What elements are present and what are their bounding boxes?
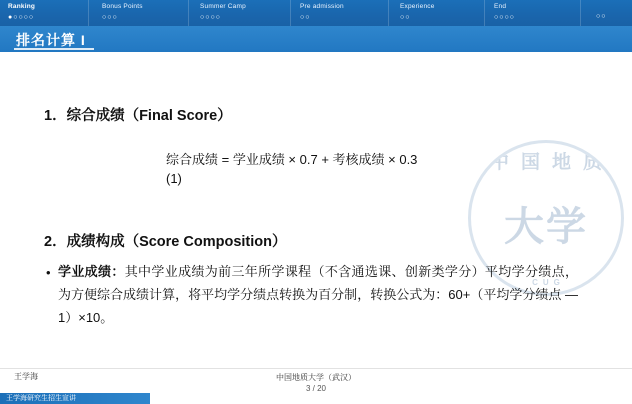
watermark-top-text: 中国地质 <box>489 152 614 173</box>
slide-footer <box>0 368 632 404</box>
nav-divider <box>388 0 389 26</box>
nav-segment-dots: ○○○○ <box>200 14 221 21</box>
nav-segment-dots: ○○ <box>596 13 607 20</box>
nav-divider <box>580 0 581 26</box>
nav-segment-label: Ranking <box>8 3 36 10</box>
nav-segment-bonus-points[interactable] <box>102 2 143 22</box>
nav-segment-dots: ○○○ <box>102 14 118 21</box>
bullet-dot-icon: • <box>46 265 51 280</box>
bullet-body-text: 其中学业成绩为前三年所学课程（不含通选课、创新类学分）平均学分绩点，为方便综合成绩计算，将平均学分绩点转换为百分制，转换公式为：60+（平均学分绩点 —1）×10。 <box>58 264 578 325</box>
page-title: 排名计算 I <box>16 32 86 48</box>
nav-segment-trailing[interactable] <box>596 10 606 21</box>
nav-segment-dots: ○○○○ <box>494 14 515 21</box>
nav-segment-experience[interactable] <box>400 2 435 22</box>
footer-organization: 中国地质大学（武汉） <box>276 373 356 382</box>
title-underline <box>14 48 94 50</box>
nav-segment-pre-admission[interactable] <box>300 2 344 22</box>
nav-segment-dots: ●○○○○ <box>8 14 35 21</box>
nav-segment-label: Pre admission <box>300 3 344 10</box>
page-number: 3 / 20 <box>305 384 326 393</box>
nav-segment-label: Bonus Points <box>102 3 143 10</box>
nav-divider <box>188 0 189 26</box>
formula-number: (1) <box>166 171 182 186</box>
final-score-formula <box>166 150 417 188</box>
nav-segment-dots: ○○ <box>300 14 311 21</box>
nav-divider <box>484 0 485 26</box>
slide-progress-navbar <box>0 0 632 26</box>
watermark-bottom-text: CUG <box>532 278 565 287</box>
watermark-middle-text: 大学 <box>504 205 588 249</box>
nav-segment-summer-camp[interactable] <box>200 2 246 22</box>
footer-author: 王学海 <box>14 372 38 381</box>
nav-segment-ranking[interactable] <box>8 2 35 22</box>
slide-title-band <box>0 26 632 52</box>
nav-divider <box>290 0 291 26</box>
bullet-lead-label: 学业成绩： <box>58 264 125 279</box>
heading-score-composition: 2．成绩构成（Score Composition） <box>44 234 287 250</box>
bullet-academic-score <box>46 260 578 329</box>
nav-segment-label: End <box>494 3 507 10</box>
nav-segment-label: Summer Camp <box>200 3 246 10</box>
nav-divider <box>88 0 89 26</box>
nav-segment-label: Experience <box>400 3 435 10</box>
slide-body <box>0 52 632 368</box>
footer-ribbon: 王学海研究生招生宣讲 <box>0 393 150 404</box>
formula-expression: 综合成绩 = 学业成绩 × 0.7 + 考核成绩 × 0.3 <box>166 152 418 167</box>
nav-segment-dots: ○○ <box>400 14 411 21</box>
nav-segment-end[interactable] <box>494 2 515 22</box>
heading-final-score: 1．综合成绩（Final Score） <box>44 108 232 124</box>
